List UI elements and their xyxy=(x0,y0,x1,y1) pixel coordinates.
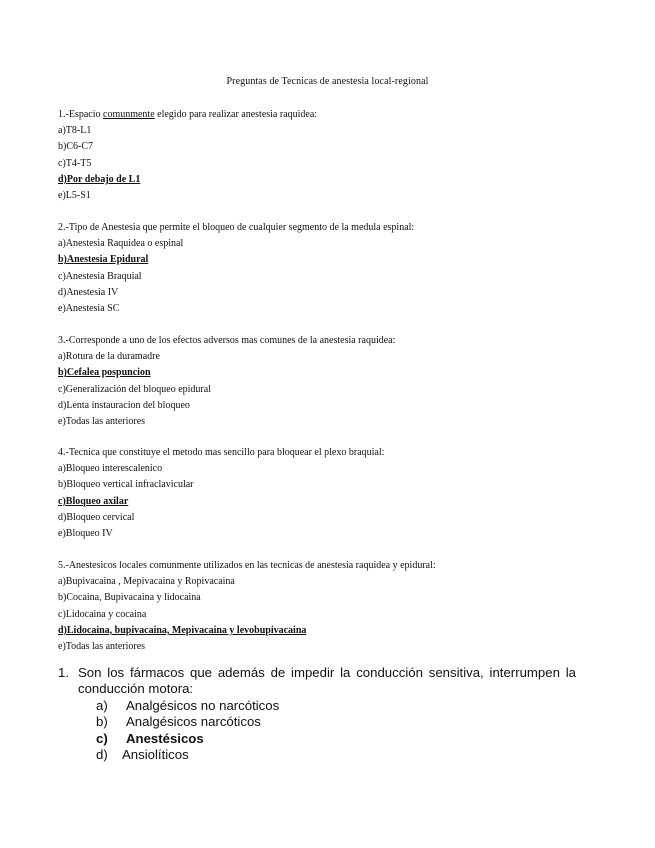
question-5 xyxy=(58,558,436,655)
option: e)Anestesia SC xyxy=(58,303,120,315)
question-2 xyxy=(58,220,414,317)
correct-option: b)Anestesia Epidural xyxy=(58,254,149,266)
list-number: 1. xyxy=(58,665,69,680)
option: d) Ansiolíticos xyxy=(96,747,189,763)
option: c)Lidocaina y cocaina xyxy=(58,608,147,620)
option: b) Analgésicos narcóticos xyxy=(96,714,261,730)
option: e)Todas las anteriores xyxy=(58,641,146,653)
document-title: Preguntas de Tecnicas de anestesia local-regional xyxy=(226,76,429,87)
option: c)Anestesia Braquial xyxy=(58,270,142,282)
question-1 xyxy=(58,107,317,204)
option: a)Anestesia Raquidea o espinal xyxy=(58,238,184,250)
option: a) Analgésicos no narcóticos xyxy=(96,697,280,713)
question-2-stem: 2.-Tipo de Anestesia que permite el bloqueo de cualquier segmento de la medula espinal: xyxy=(58,222,415,233)
question-5-stem: 5.-Anestesicos locales comunmente utilizados en las tecnicas de anestesia raquidea y epidural: xyxy=(58,560,436,571)
question-3 xyxy=(58,333,395,430)
option: a)Bloqueo interescalenico xyxy=(58,463,163,475)
option: a)T8-L1 xyxy=(58,125,92,137)
question-4-stem: 4.-Tecnica que constituye el metodo mas sencillo para bloquear el plexo braquial: xyxy=(58,447,385,458)
option: e)Bloqueo IV xyxy=(58,528,113,540)
option: c)Generalización del bloqueo epidural xyxy=(58,383,211,395)
question-6-stem xyxy=(58,665,578,698)
option: e)L5-S1 xyxy=(58,190,91,202)
option: a)Bupivacaina , Mepivacaina y Ropivacaina xyxy=(58,576,235,588)
correct-option: c) Anestésicos xyxy=(96,730,204,746)
option: d)Bloqueo cervical xyxy=(58,511,135,523)
correct-option: b)Cefalea pospuncion xyxy=(58,367,151,379)
question-3-stem: 3.-Corresponde a uno de los efectos adversos mas comunes de la anestesia raquidea: xyxy=(58,335,396,346)
option: d)Anestesia IV xyxy=(58,286,119,298)
correct-option: c)Bloqueo axilar xyxy=(58,495,129,507)
question-6-text: Son los fármacos que además de impedir la conducción sensitiva, interrumpen la conducción motora: xyxy=(78,665,576,697)
question-1-stem: 1.-Espacio comunmente elegido para realizar anestesia raquidea: xyxy=(58,109,318,120)
option: a)Rotura de la duramadre xyxy=(58,351,160,363)
correct-option: d)Por debajo de L1 xyxy=(58,173,141,185)
option: b)C6-C7 xyxy=(58,141,93,153)
question-4 xyxy=(58,445,384,542)
option: c)T4-T5 xyxy=(58,157,92,169)
option: b)Cocaina, Bupivacaina y lidocaina xyxy=(58,592,201,604)
option: b)Bloqueo vertical infraclavicular xyxy=(58,479,194,491)
option: d)Lenta instauracion del bloqueo xyxy=(58,399,190,411)
option: e)Todas las anteriores xyxy=(58,416,146,428)
correct-option: d)Lidocaina, bupivacaina, Mepivacaina y levobupivacaina xyxy=(58,624,307,636)
question-6 xyxy=(58,665,578,763)
